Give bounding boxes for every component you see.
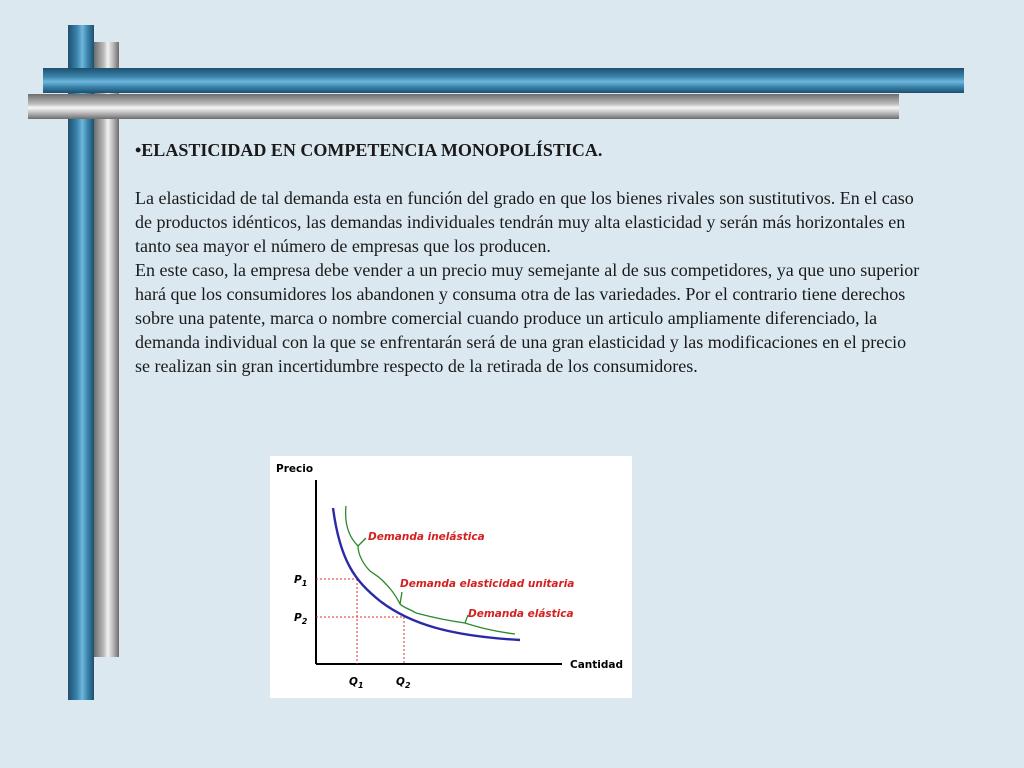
- brace-inelastic-tip: [358, 538, 366, 546]
- decor-horizontal-blue-bar: [43, 68, 964, 93]
- label-demanda-elastica: Demanda elástica: [468, 608, 574, 620]
- q1-label: $Q_1$: [349, 676, 364, 690]
- decor-horizontal-gray-bar: [28, 94, 899, 119]
- y-axis-label: Precio: [276, 463, 314, 475]
- q2-label: $Q_2$: [396, 676, 411, 690]
- slide-content: [135, 138, 925, 378]
- slide-paragraph-1: La elasticidad de tal demanda esta en función del grado en que los bienes rivales son sustitutivos. En el caso de productos idénticos, las demandas individuales tendrán muy alta elasticidad y serán más horizontales en tanto sea mayor el número de empresas que los producen.: [135, 188, 914, 256]
- demand-elasticity-diagram: [270, 456, 632, 698]
- diagram-svg: [270, 456, 632, 698]
- p1-label: $P_1$: [294, 574, 308, 588]
- label-demanda-inelastica: Demanda inelástica: [368, 531, 485, 543]
- demand-curve: [333, 508, 520, 640]
- slide-heading: •ELASTICIDAD EN COMPETENCIA MONOPOLÍSTICA.: [135, 140, 603, 160]
- decor-vertical-blue-bar: [68, 25, 94, 700]
- x-axis-label: Cantidad: [570, 659, 624, 671]
- label-demanda-unitaria: Demanda elasticidad unitaria: [400, 578, 575, 590]
- slide-paragraph-2: En este caso, la empresa debe vender a un precio muy semejante al de sus competidores, ya que uno superior hará que los consumidores los abandonen y consuma otra de las variedades. Por el contrario tiene derechos sobre una patente, marca o nombre comercial cuando produce un articulo ampliamente diferenciado, la demanda individual con la que se enfrentarán será de una gran elasticidad y las modificaciones en el precio se realizan sin gran incertidumbre respecto de la retirada de los consumidores.: [135, 260, 920, 376]
- p2-label: $P_2$: [294, 612, 308, 626]
- decor-vertical-gray-bar: [94, 42, 119, 657]
- brace-unitary-tip: [400, 592, 402, 604]
